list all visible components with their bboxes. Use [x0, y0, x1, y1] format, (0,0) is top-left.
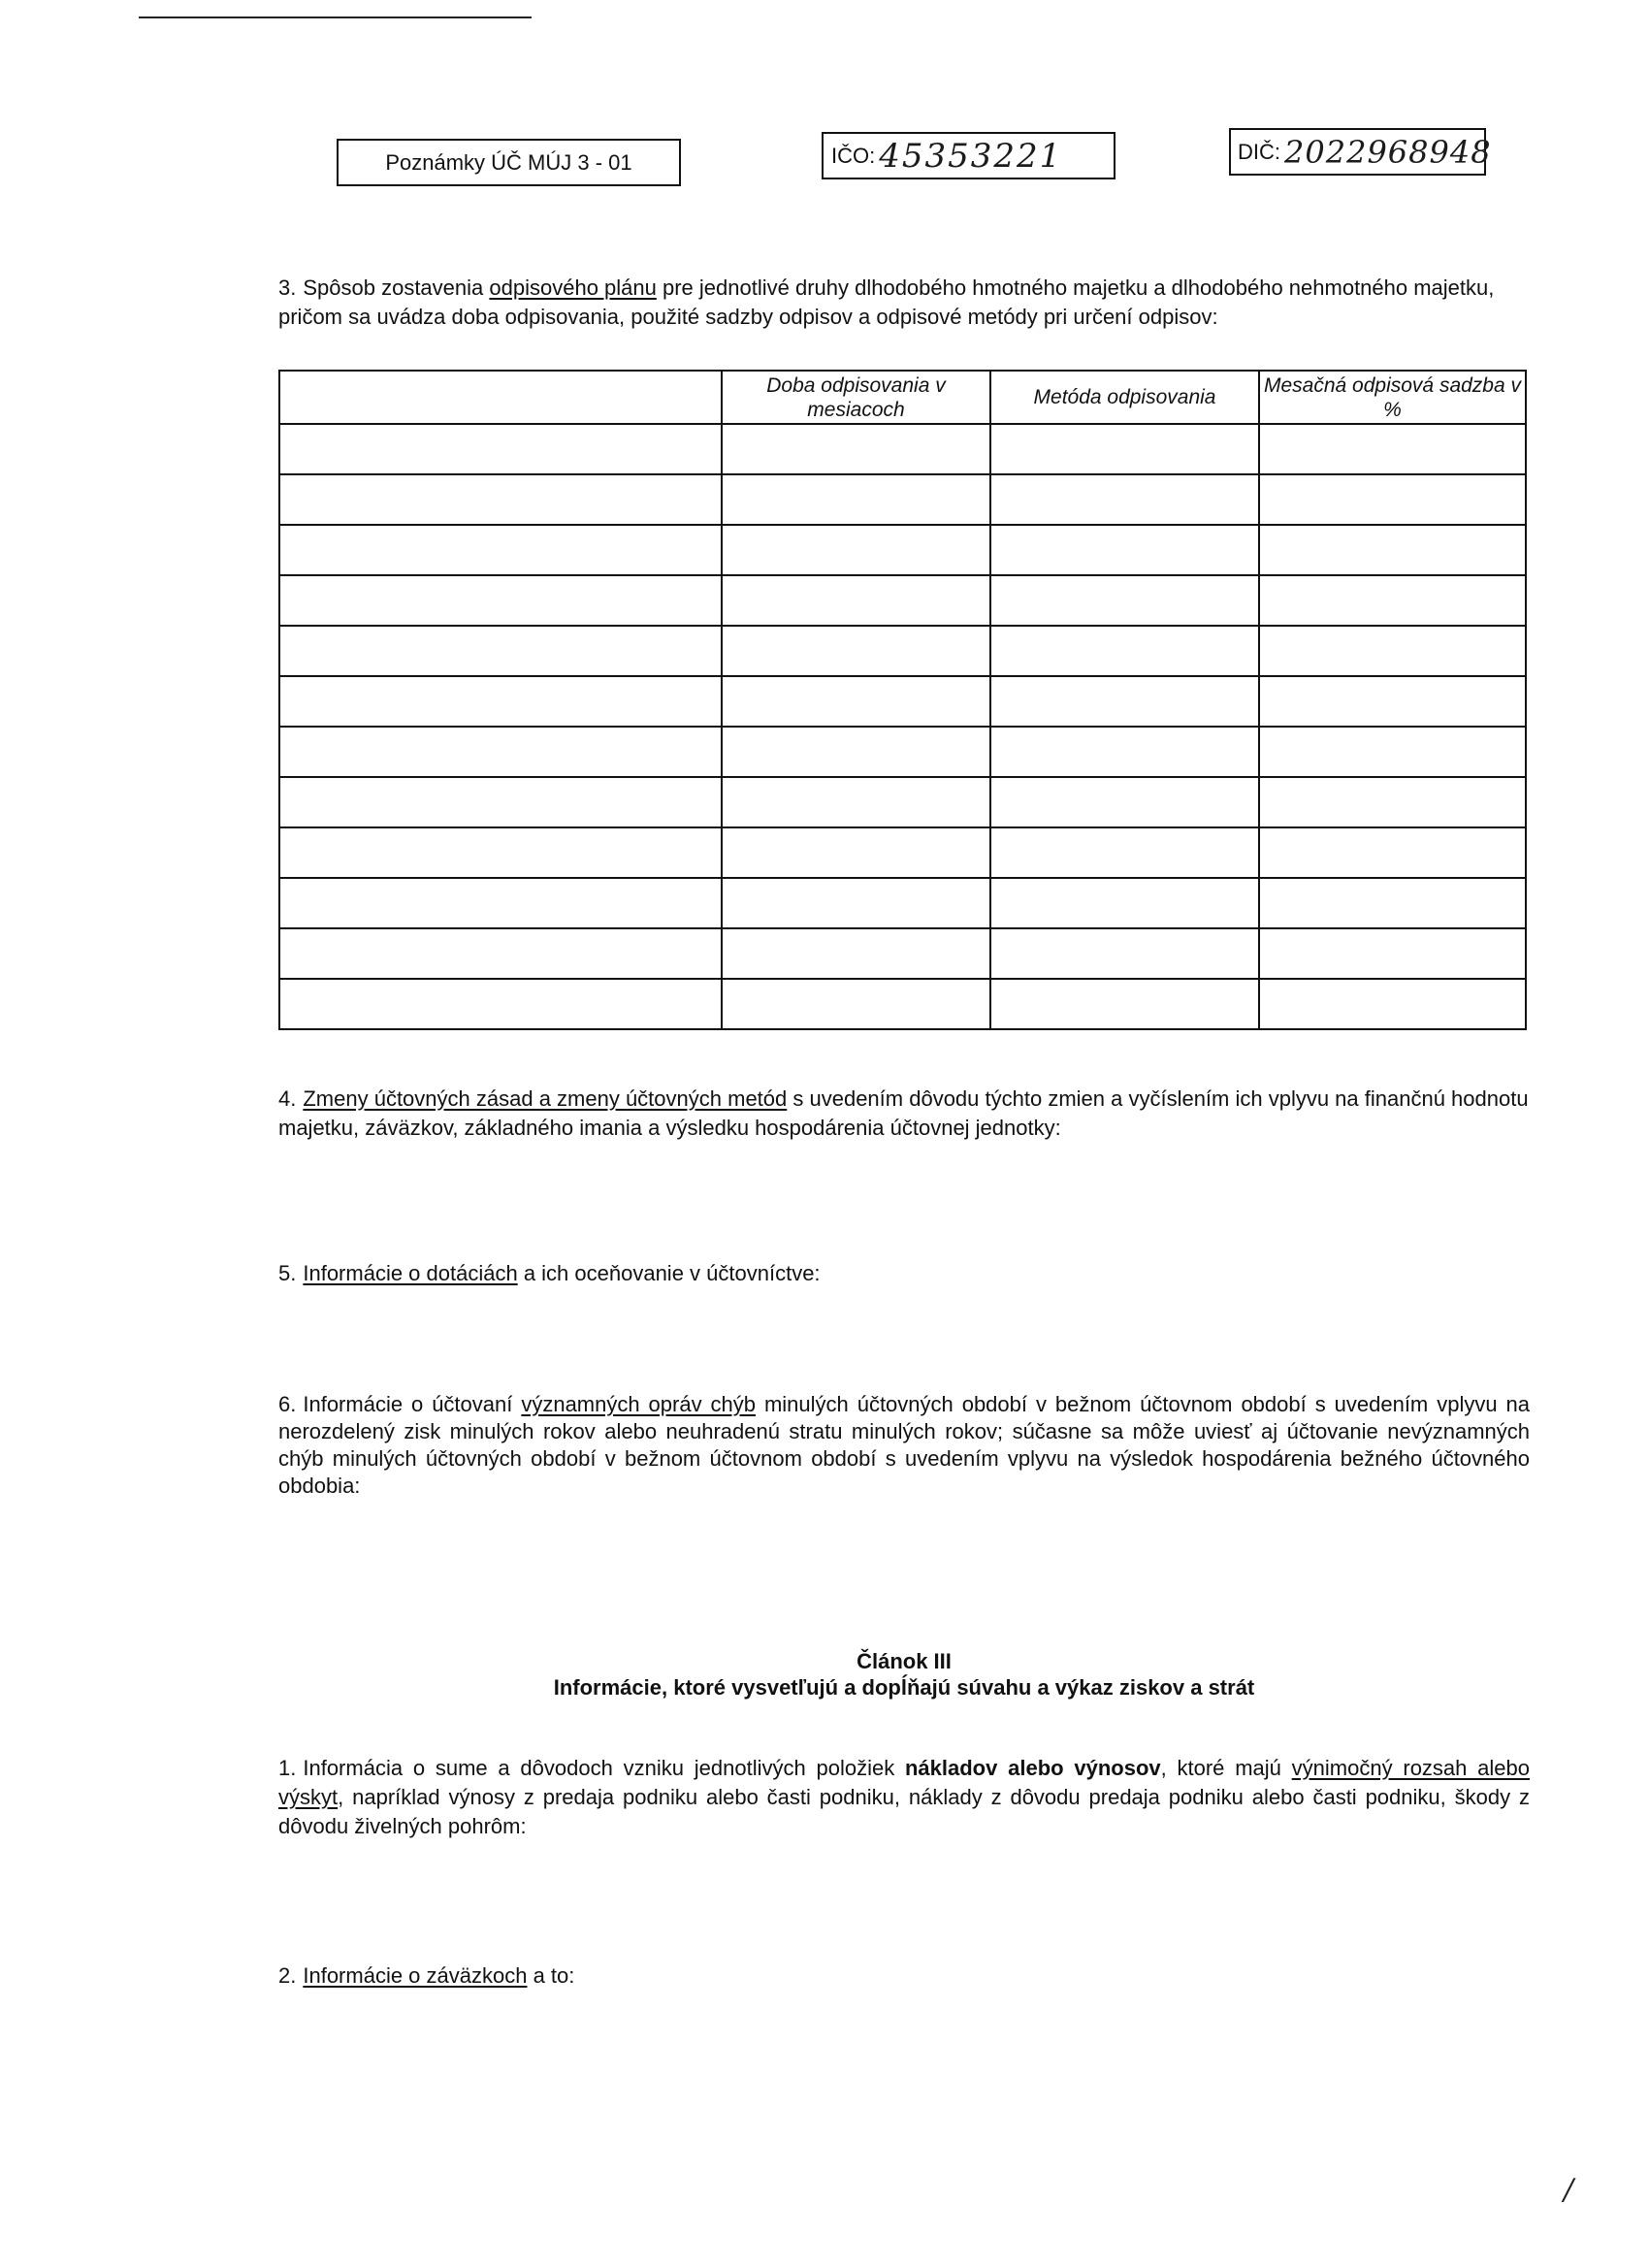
article-item-1-text-before: Informácia o sume a dôvodoch vzniku jednotlivých položiek — [303, 1756, 905, 1780]
table-row — [279, 727, 1526, 777]
table-cell — [279, 525, 722, 575]
article-number: Článok III — [857, 1649, 952, 1673]
table-cell — [1259, 827, 1526, 878]
section-6-number: 6. — [278, 1392, 297, 1416]
table-row — [279, 676, 1526, 727]
table-row — [279, 626, 1526, 676]
article-item-1-number: 1. — [278, 1756, 297, 1780]
ico-label: IČO: — [831, 143, 876, 168]
table-row — [279, 525, 1526, 575]
section-6-link: významných opráv chýb — [521, 1392, 756, 1416]
table-cell — [279, 777, 722, 827]
top-rule — [139, 16, 532, 18]
table-row — [279, 827, 1526, 878]
table-cell — [279, 928, 722, 979]
table-row — [279, 424, 1526, 474]
table-row — [279, 878, 1526, 928]
article-title: Informácie, ktoré vysvetľujú a dopĺňajú súvahu a výkaz ziskov a strát — [553, 1675, 1255, 1700]
table-cell — [990, 928, 1259, 979]
table-cell — [722, 676, 990, 727]
col-header-rate: Mesačná odpisová sadzba v % — [1259, 371, 1526, 424]
depreciation-table — [278, 370, 1527, 1030]
table-cell — [1259, 928, 1526, 979]
table-cell — [990, 676, 1259, 727]
table-cell — [1259, 626, 1526, 676]
dic-label: DIČ: — [1238, 139, 1280, 164]
col-header-period: Doba odpisovania v mesiacoch — [722, 371, 990, 424]
table-cell — [990, 424, 1259, 474]
table-cell — [279, 727, 722, 777]
table-cell — [722, 777, 990, 827]
table-cell — [990, 878, 1259, 928]
table-cell — [722, 979, 990, 1029]
article-item-2-link: Informácie o záväzkoch — [303, 1963, 528, 1988]
table-cell — [279, 474, 722, 525]
table-cell — [722, 727, 990, 777]
article-item-2-number: 2. — [278, 1963, 297, 1988]
article-item-1-text-after: , napríklad výnosy z predaja podniku alebo časti podniku, náklady z dôvodu predaja podniku alebo časti podniku, škody z dôvodu živelných pohrôm: — [278, 1785, 1530, 1838]
section-3-text-before: Spôsob zostavenia — [303, 275, 490, 300]
col-header-method: Metóda odpisovania — [990, 371, 1259, 424]
table-cell — [1259, 676, 1526, 727]
table-cell — [1259, 777, 1526, 827]
table-cell — [279, 827, 722, 878]
section-6-text-before: Informácie o účtovaní — [303, 1392, 522, 1416]
article-item-1-link: výnimočný rozsah alebo výskyt — [278, 1756, 1531, 1809]
table-cell — [990, 979, 1259, 1029]
article-item-2 — [278, 1961, 1530, 1991]
section-3-text-after: pre jednotlivé druhy dlhodobého hmotného majetku a dlhodobého nehmotného majetku, pričom sa uvádza doba odpisovania, použité sadzby odpisov a odpisové metódy pri určení odpisov: — [278, 275, 1495, 329]
table-cell — [722, 626, 990, 676]
table-cell — [722, 928, 990, 979]
ico-value: 45353221 — [879, 136, 1063, 176]
table-row — [279, 777, 1526, 827]
table-cell — [990, 777, 1259, 827]
table-row — [279, 979, 1526, 1029]
section-4-number: 4. — [278, 1086, 297, 1111]
section-5-number: 5. — [278, 1261, 297, 1285]
table-cell — [990, 575, 1259, 626]
article-item-2-text-after: a to: — [527, 1963, 575, 1988]
table-cell — [990, 626, 1259, 676]
table-header-row — [279, 371, 1526, 424]
table-cell — [722, 878, 990, 928]
table-cell — [722, 474, 990, 525]
table-cell — [722, 827, 990, 878]
section-3 — [278, 274, 1530, 332]
table-cell — [1259, 474, 1526, 525]
form-code: Poznámky ÚČ MÚJ 3 - 01 — [385, 149, 632, 175]
table-cell — [279, 676, 722, 727]
article-item-1-bold: nákladov alebo výnosov — [904, 1756, 1161, 1780]
form-code-box — [337, 139, 681, 186]
table-cell — [1259, 979, 1526, 1029]
table-cell — [990, 474, 1259, 525]
table-cell — [722, 424, 990, 474]
col-header-item — [279, 371, 722, 424]
table-row — [279, 928, 1526, 979]
section-3-link: odpisového plánu — [489, 275, 657, 300]
table-cell — [1259, 575, 1526, 626]
table-cell — [722, 525, 990, 575]
section-5 — [278, 1259, 1530, 1288]
section-6 — [278, 1391, 1530, 1500]
section-4-link: Zmeny účtovných zásad a zmeny účtovných metód — [303, 1086, 788, 1111]
article-item-1-text-middle: , ktoré majú — [1160, 1756, 1292, 1780]
table-cell — [279, 575, 722, 626]
table-cell — [279, 878, 722, 928]
table-cell — [1259, 727, 1526, 777]
section-6-text-after: minulých účtovných období v bežnom účtovnom období s uvedením vplyvu na nerozdelený zisk minulých rokov alebo neuhradenú stratu minulých rokov; súčasne sa môže uviesť aj účtovanie nevýznamných chýb minulých účtovných období v bežnom účtovnom období s uvedením vplyvu na výsledok hospodárenia bežného účtovného obdobia: — [278, 1392, 1530, 1498]
table-cell — [990, 727, 1259, 777]
table-cell — [1259, 424, 1526, 474]
table-cell — [1259, 525, 1526, 575]
page-mark: / — [1564, 2173, 1574, 2207]
table-cell — [279, 979, 722, 1029]
dic-value: 2022968948 — [1284, 133, 1492, 171]
section-5-text-after: a ich oceňovanie v účtovníctve: — [517, 1261, 821, 1285]
section-3-number: 3. — [278, 275, 297, 300]
table-cell — [1259, 878, 1526, 928]
table-cell — [279, 424, 722, 474]
dic-box — [1229, 128, 1492, 176]
table-row — [279, 474, 1526, 525]
table-cell — [990, 525, 1259, 575]
section-5-link: Informácie o dotáciách — [303, 1261, 518, 1285]
section-4 — [278, 1085, 1530, 1143]
ico-box — [822, 132, 1116, 179]
table-row — [279, 575, 1526, 626]
article-item-1 — [278, 1754, 1530, 1841]
table-cell — [722, 575, 990, 626]
table-cell — [279, 626, 722, 676]
section-4-text-after: s uvedením dôvodu týchto zmien a vyčíslením ich vplyvu na finančnú hodnotu majetku, záväzkov, základného imania a výsledku hospodárenia účtovnej jednotky: — [278, 1086, 1529, 1140]
table-body — [279, 424, 1526, 1029]
table-cell — [990, 827, 1259, 878]
